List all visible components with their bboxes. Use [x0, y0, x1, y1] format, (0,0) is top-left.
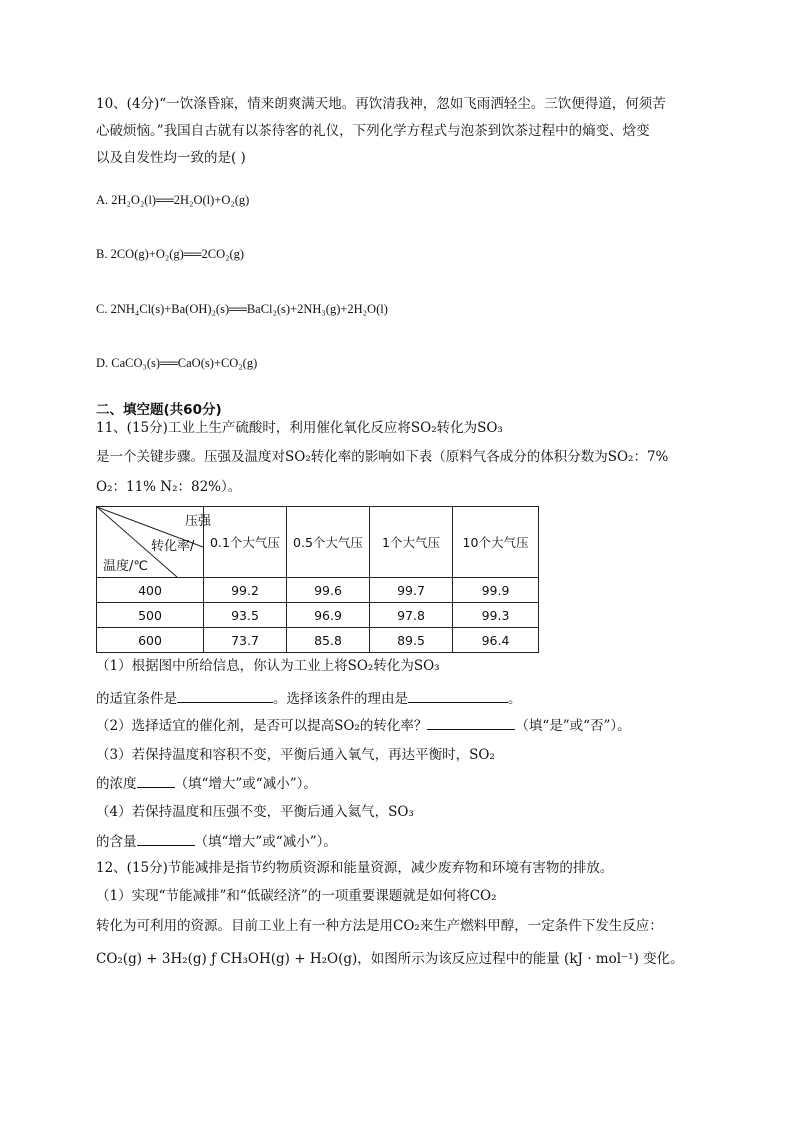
section-heading: 二、填空题(共60分) — [96, 402, 222, 418]
q10-line-1: 10、(4分)“一饮涤昏寐，情来朗爽满天地。再饮清我神，忽如飞雨洒轻尘。三饮便得道，何须苦 — [96, 96, 666, 112]
q10-line-3: 以及自发性均一致的是( ) — [96, 150, 246, 166]
table-cell: 89.5 — [370, 628, 453, 653]
q11-part1-line-1: （1）根据图中所给信息，你认为工业上将SO₂转化为SO₃ — [96, 658, 440, 674]
conversion-table — [96, 506, 539, 653]
table-cell-temp: 500 — [97, 603, 204, 628]
q10-line-2: 心破烦恼。”我国自古就有以茶待客的礼仪，下列化学方程式与泡茶到饮茶过程中的熵变、焓变 — [96, 123, 650, 139]
answer-blank-5[interactable] — [137, 831, 195, 846]
answer-blank-3[interactable] — [427, 715, 515, 730]
q11-part4-text-end: （填“增大”或“减小”）。 — [194, 834, 337, 850]
table-cell: 99.7 — [370, 578, 453, 603]
q12-line-1: 12、(15分)节能减排是指节约物质资源和能量资源，减少废弃物和环境有害物的排放。 — [96, 860, 614, 876]
table-header-cell: 10个大气压 — [453, 507, 539, 578]
q11-part3-text-end: （填“增大”或“减小”）。 — [174, 776, 317, 792]
q12-line-3: 转化为可利用的资源。目前工业上有一种方法是用CO₂来生产燃料甲醇，一定条件下发生反应： — [96, 918, 663, 934]
table-cell: 85.8 — [287, 628, 370, 653]
q10-option-b: B. 2CO(g)+O₂(g)══2CO₂(g) — [96, 247, 245, 261]
q11-part4-line-1: （4）若保持温度和压强不变，平衡后通入氦气，SO₃ — [96, 804, 414, 820]
table-header-cell: 0.5个大气压 — [287, 507, 370, 578]
q12-line-2: （1）实现“节能减排”和“低碳经济”的一项重要课题就是如何将CO₂ — [96, 888, 497, 904]
table-cell: 99.9 — [453, 578, 539, 603]
q11-part4-line-2 — [96, 831, 337, 852]
q11-line-3: O₂：11% N₂：82%）。 — [96, 479, 242, 495]
table-row — [97, 603, 539, 628]
corner-label-conversion: 转化率/ — [151, 539, 195, 554]
corner-label-pressure: 压强 — [185, 514, 212, 529]
q11-part3-text: 的浓度 — [96, 776, 137, 792]
q12-line-4: CO₂(g) + 3H₂(g) ƒ CH₃OH(g) + H₂O(g)，如图所示为该反应过程中的能量 (kJ · mol⁻¹) 变化。 — [96, 951, 684, 967]
table-cell-temp: 600 — [97, 628, 204, 653]
table-cell: 99.2 — [204, 578, 287, 603]
q11-part2-line — [96, 715, 631, 736]
q10-option-d: D. CaCO₃(s)══CaO(s)+CO₂(g) — [96, 356, 258, 370]
answer-blank-2[interactable] — [408, 688, 508, 703]
q10-option-c: C. 2NH₄Cl(s)+Ba(OH)₂(s)══BaCl₂(s)+2NH₃(g)+2H₂O(l) — [96, 302, 388, 316]
table-header-cell: 1个大气压 — [370, 507, 453, 578]
corner-label-temperature: 温度/℃ — [103, 559, 148, 574]
q11-part1-line-2 — [96, 688, 522, 709]
table-row — [97, 628, 539, 653]
q11-part1-text: 的适宜条件是 — [96, 691, 177, 707]
q11-part2-text-end: （填“是”或“否”）。 — [515, 718, 631, 734]
table-cell: 97.8 — [370, 603, 453, 628]
table-cell: 99.3 — [453, 603, 539, 628]
table-cell: 99.6 — [287, 578, 370, 603]
q11-part3-line-1: （3）若保持温度和容积不变，平衡后通入氧气，再达平衡时，SO₂ — [96, 747, 495, 763]
table-row — [97, 578, 539, 603]
q10-option-a: A. 2H₂O₂(l)══2H₂O(l)+O₂(g) — [96, 193, 250, 207]
table-cell-temp: 400 — [97, 578, 204, 603]
table-cell: 96.9 — [287, 603, 370, 628]
table-cell: 96.4 — [453, 628, 539, 653]
q11-part3-line-2 — [96, 773, 317, 794]
q11-part1-text-end: 。 — [508, 691, 522, 707]
q11-line-2: 是一个关键步骤。压强及温度对SO₂转化率的影响如下表（原料气各成分的体积分数为SO₂：7% — [96, 449, 669, 465]
table-cell: 73.7 — [204, 628, 287, 653]
table-header-row — [97, 507, 539, 578]
answer-blank-4[interactable] — [137, 773, 175, 788]
table-header-cell: 0.1个大气压 — [204, 507, 287, 578]
q11-line-1: 11、(15分)工业上生产硫酸时，利用催化氧化反应将SO₂转化为SO₃ — [96, 420, 503, 436]
q11-part4-text: 的含量 — [96, 834, 137, 850]
table-corner-cell — [97, 507, 212, 578]
q11-part2-text: （2）选择适宜的催化剂，是否可以提高SO₂的转化率？ — [96, 718, 428, 734]
table-cell: 93.5 — [204, 603, 287, 628]
answer-blank-1[interactable] — [177, 688, 273, 703]
q11-part1-text-mid: 。选择该条件的理由是 — [273, 691, 408, 707]
